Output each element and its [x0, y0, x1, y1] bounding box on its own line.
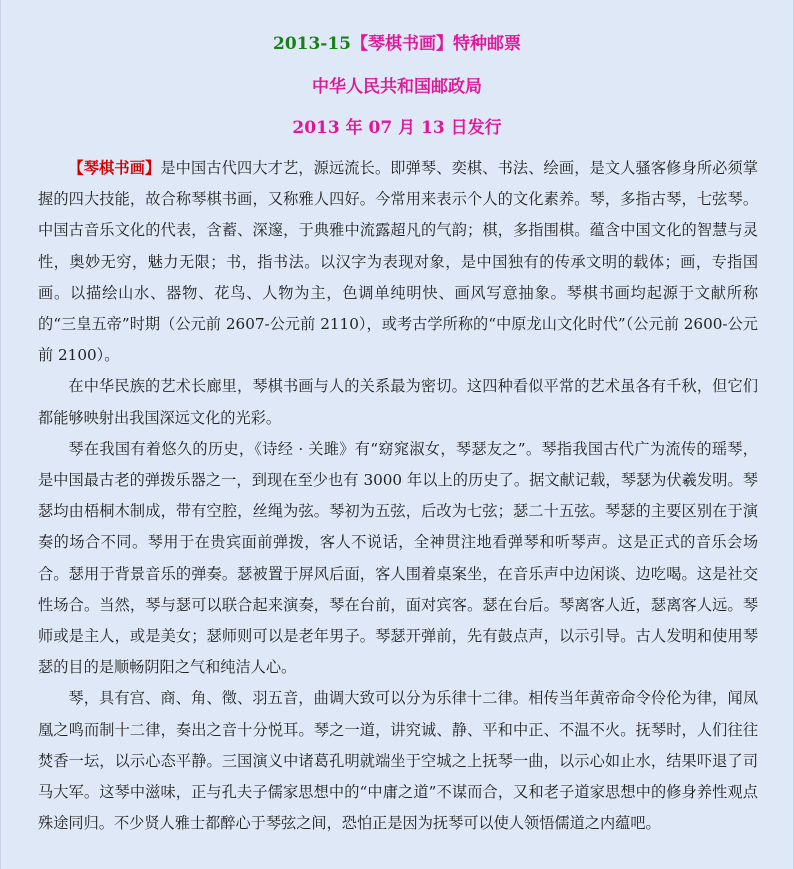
lead-term: 【琴棋书画】 — [68, 159, 161, 177]
stamp-title — [0, 29, 794, 54]
paragraph-3: 琴在我国有着悠久的历史，《诗经 · 关雎》有“窈窕淑女，琴瑟友之”。琴指我国古代广为流传的瑶琴，是中国最古老的弹拨乐器之一，到现在至少也有 3000 年以上的历史了。据文献记载，琴瑟为伏羲发明。琴瑟均由梧桐木制成，带有空腔，丝绳为弦。琴初为五弦，后改为七弦；瑟二十五弦。琴瑟的主要区别在于演奏的场合不同。琴用于在贵宾面前弹拨，客人不说话，全神贯注地看弹琴和听琴声。这是正式的音乐会场合。瑟用于背景音乐的弹奏。瑟被置于屏风后面，客人围着桌案坐，在音乐声中边闲谈、边吃喝。这是社交性场合。当然，琴与瑟可以联合起来演奏，琴在台前，面对宾客。瑟在台后。琴离客人近，瑟离客人远。琴师或是主人，或是美女；瑟师则可以是老年男子。琴瑟开弹前，先有鼓点声，以示引导。古人发明和使用琴瑟的目的是顺畅阴阳之气和纯洁人心。 — [38, 439, 758, 677]
paragraph-intro — [38, 153, 758, 371]
paragraph-2: 在中华民族的艺术长廊里，琴棋书画与人的关系最为密切。这四种看似平常的艺术虽各有千秋，但它们都能够映射出我国深远文化的光彩。 — [38, 377, 758, 427]
paragraph-4: 琴，具有宫、商、角、徵、羽五音，曲调大致可以分为乐律十二律。相传当年黄帝命令伶伦为律，闻凤凰之鸣而制十二律，奏出之音十分悦耳。琴之一道，讲究诚、静、平和中正、不温不火。抚琴时，人们往往焚香一坛，以示心态平静。三国演义中诸葛孔明就端坐于空城之上抚琴一曲，以示心如止水，结果吓退了司马大军。这琴中滋味，正与孔夫子儒家思想中的“中庸之道”不谋而合，又和老子道家思想中的修身养性观点殊途同归。不少贤人雅士都醉心于琴弦之间，恐怕正是因为抚琴可以使人领悟儒道之内蕴吧。 — [38, 689, 758, 833]
paragraph-intro-text: 是中国古代四大才艺，源远流长。即弹琴、奕棋、书法、绘画，是文人骚客修身所必须掌握的四大技能，故合称琴棋书画，又称雅人四好。今常用来表示个人的文化素养。琴，多指古琴，七弦琴。中国古音乐文化的代表，含蓄、深邃，于典雅中流露超凡的气韵；棋，多指围棋。蕴含中国文化的智慧与灵性，奥妙无穷，魅力无限；书，指书法。以汉字为表现对象，是中国独有的传承文明的载体；画，专指国画。以描绘山水、器物、花鸟、人物为主，色调单纯明快、画风写意抽象。琴棋书画均起源于文献所称的“三皇五帝”时期（公元前 2607-公元前 2110），或考古学所称的“中原龙山文化时代”（公元前 2600-公元前 2100）。 — [38, 159, 759, 365]
stamp-code: 2013-15 — [272, 34, 352, 54]
issue-date-line: 2013 年 07 月 13 日发行 — [292, 118, 502, 138]
publisher-line: 中华人民共和国邮政局 — [312, 77, 482, 97]
article-body — [38, 153, 758, 839]
stamp-name: 【琴棋书画】特种邮票 — [351, 34, 522, 54]
